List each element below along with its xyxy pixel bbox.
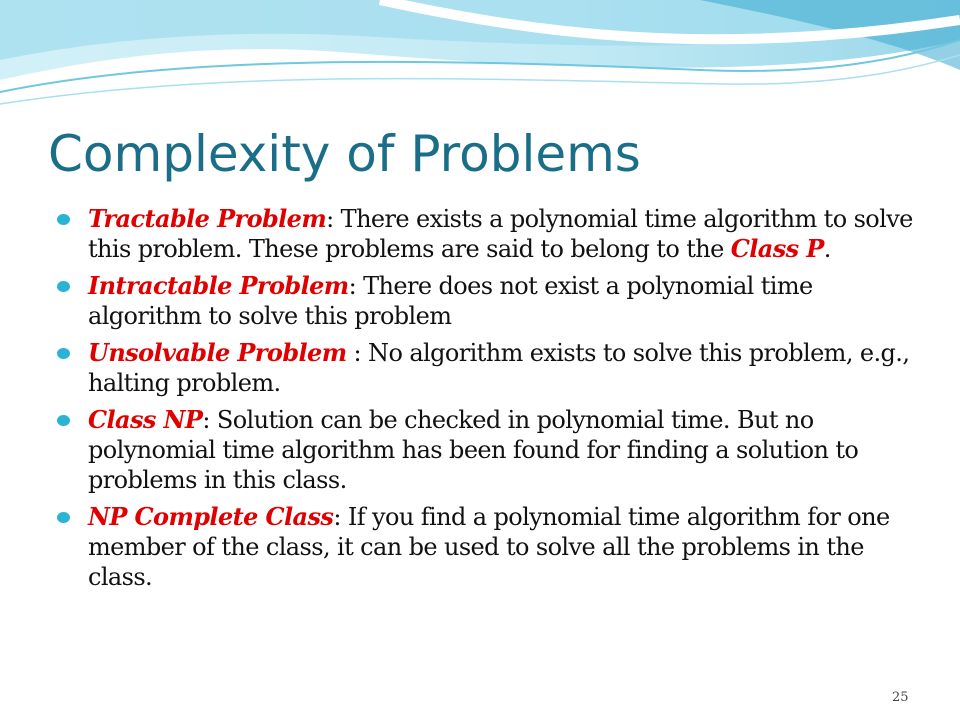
bullet-text [88, 271, 916, 331]
bullet-text [88, 338, 916, 398]
bullet-np-complete [56, 502, 916, 592]
bullet-unsolvable [56, 338, 916, 398]
bullet-text [88, 502, 916, 592]
term-label: Unsolvable Problem [88, 338, 347, 367]
page-number: 25 [892, 690, 909, 705]
bullet-tractable [56, 204, 916, 264]
slide-title: Complexity of Problems [48, 125, 641, 183]
bullet-text [88, 405, 916, 495]
bullet-list [56, 204, 916, 599]
definition-text: : No algorithm exists to solve this problem, e.g., halting problem. [88, 339, 910, 397]
term-label: NP Complete Class [88, 502, 334, 531]
header-wave-decoration [0, 0, 960, 120]
term-label: Class NP [88, 405, 203, 434]
bullet-intractable [56, 271, 916, 331]
bullet-dot-icon [57, 512, 70, 523]
term-label: Tractable Problem [88, 204, 327, 233]
bullet-text [88, 204, 916, 264]
definition-text: : If you find a polynomial time algorithm for one member of the class, it can be used to solve all the problems in the class. [88, 503, 890, 591]
bullet-dot-icon [57, 281, 70, 292]
definition-text: : Solution can be checked in polynomial time. But no polynomial time algorithm has been found for finding a solution to problems in this class. [88, 406, 859, 494]
term-label: Intractable Problem [88, 271, 349, 300]
bullet-dot-icon [57, 415, 70, 426]
bullet-dot-icon [57, 348, 70, 359]
definition-text: : There exists a polynomial time algorithm to solve this problem. These problems are said to belong to the [88, 205, 913, 263]
bullet-dot-icon [57, 214, 70, 225]
definition-tail: . [823, 235, 831, 263]
definition-text: : There does not exist a polynomial time algorithm to solve this problem [88, 272, 813, 330]
bullet-class-np [56, 405, 916, 495]
term-label-class-p: Class P [730, 234, 824, 263]
